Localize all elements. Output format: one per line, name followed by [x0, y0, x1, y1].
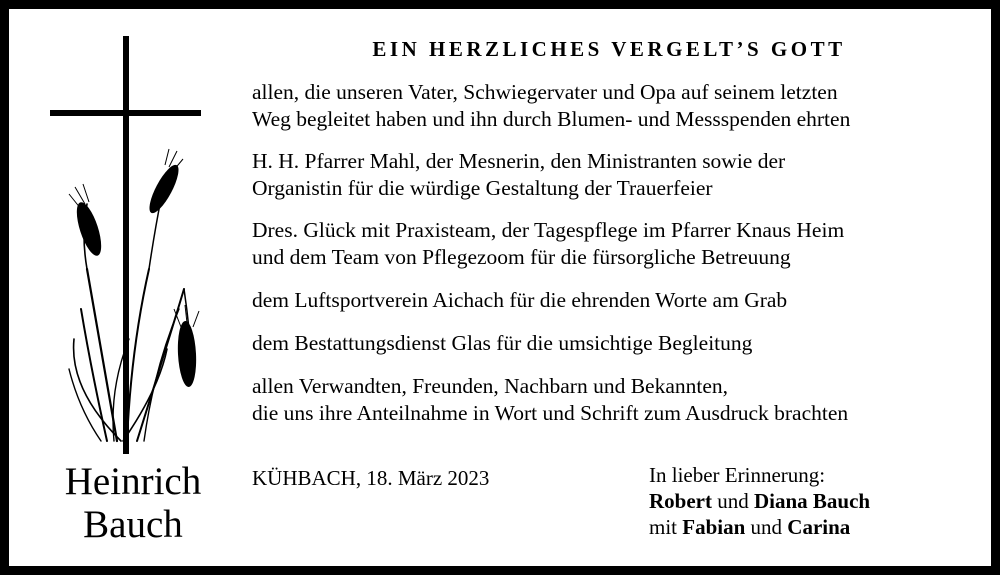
paragraph-line: Organistin für die würdige Gestaltung der Trauerfeier	[252, 176, 713, 200]
wheat-ear-left	[72, 200, 106, 259]
deceased-name	[21, 460, 245, 546]
survivor-name: Diana Bauch	[753, 489, 871, 513]
thanks-paragraph	[252, 330, 752, 357]
cross-wheat-emblem	[9, 9, 249, 454]
remembrance-line-1	[649, 488, 870, 514]
deceased-last-name: Bauch	[83, 503, 183, 546]
survivor-name: Fabian	[682, 515, 746, 539]
conjunction: mit	[649, 515, 683, 539]
paragraph-line: und dem Team von Pflegezoom für die fürsorgliche Betreuung	[252, 245, 791, 269]
wheat-ear-right	[176, 321, 197, 388]
paragraph-line: allen, die unseren Vater, Schwiegervater und Opa auf seinem letzten	[252, 80, 838, 104]
remembrance-line-2	[649, 514, 870, 540]
thanks-paragraph	[252, 148, 785, 202]
wheat-ear-top	[144, 161, 183, 216]
paragraph-line: dem Bestattungsdienst Glas für die umsichtige Begleitung	[252, 331, 753, 355]
paragraph-line: allen Verwandten, Freunden, Nachbarn und Bekannten,	[252, 374, 729, 398]
survivor-name: Carina	[787, 515, 851, 539]
paragraph-line: Weg begleitet haben und ihn durch Blumen- und Messspenden ehrten	[252, 107, 851, 131]
thanks-heading: EIN HERZLICHES VERGELT’S GOTT	[372, 37, 846, 61]
paragraph-line: H. H. Pfarrer Mahl, der Mesnerin, den Ministranten sowie der	[252, 149, 786, 173]
thanks-paragraph	[252, 373, 848, 427]
paragraph-line: dem Luftsportverein Aichach für die ehrenden Worte am Grab	[252, 288, 788, 312]
thanks-paragraph	[252, 79, 850, 133]
remembrance-intro: In lieber Erinnerung:	[649, 463, 826, 487]
thanks-paragraph	[252, 217, 844, 271]
cross-icon	[50, 36, 201, 454]
conjunction: und	[745, 515, 788, 539]
obituary-card	[9, 9, 991, 566]
deceased-first-name: Heinrich	[64, 460, 202, 503]
conjunction: und	[711, 489, 754, 513]
place-date: KÜHBACH, 18. März 2023	[252, 466, 490, 490]
thanks-paragraph	[252, 287, 787, 314]
paragraph-line: die uns ihre Anteilnahme in Wort und Schrift zum Ausdruck brachten	[252, 401, 849, 425]
survivor-name: Robert	[649, 489, 712, 513]
remembrance-block	[649, 462, 870, 540]
paragraph-line: Dres. Glück mit Praxisteam, der Tagespflege im Pfarrer Knaus Heim	[252, 218, 845, 242]
